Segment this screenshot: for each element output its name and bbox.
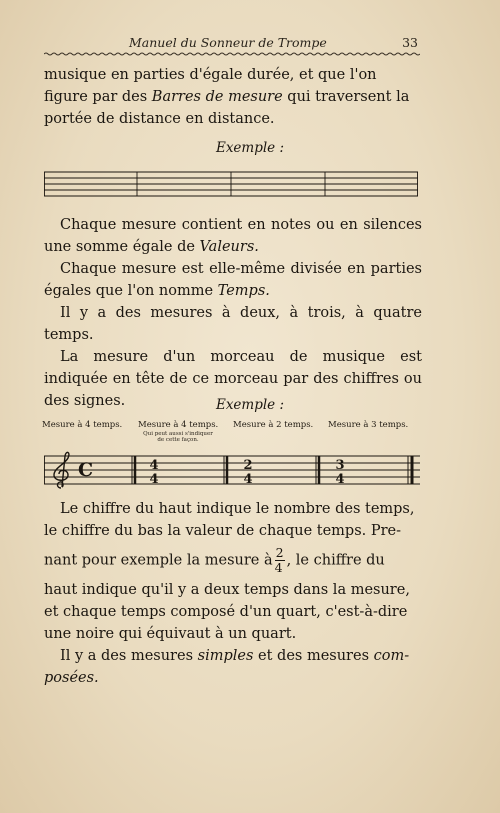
fraction-numerator: 2 <box>275 545 284 560</box>
p1-barres: Barres de mesure <box>151 89 283 105</box>
label-mesure-2: Mesure à 4 temps. <box>138 420 219 430</box>
p2-valeurs: Valeurs. <box>199 239 259 255</box>
p2-text: Chaque mesure contient en notes ou en silences une somme égale de <box>44 217 422 255</box>
ts1-top: 4 <box>149 458 159 473</box>
p6-line5: et chaque temps composé d'un quart, c'est-à-dire <box>44 604 408 620</box>
ts1-bottom: 4 <box>149 472 159 487</box>
p7-simples: simples <box>197 648 254 664</box>
music-footnote-line2: de cette façon. <box>157 437 199 443</box>
staff-time-signatures <box>44 450 420 490</box>
p3-text: Chaque mesure est elle-même divisée en parties égales que l'on nomme <box>44 261 422 299</box>
p7-posees: posées. <box>44 670 99 686</box>
music-footnote-line1: Qui peut aussi s'indiquer <box>143 431 213 437</box>
label-mesure-4: Mesure à 3 temps. <box>328 420 409 430</box>
p7-text-b: et des mesures <box>253 648 374 664</box>
p4-text: Il y a des mesures à deux, à trois, à quatre temps. <box>44 305 422 343</box>
fraction-denominator: 4 <box>274 560 283 575</box>
common-time-symbol: C <box>78 459 94 481</box>
example-label-1: Exemple : <box>215 140 285 156</box>
ts3-bottom: 4 <box>335 472 345 487</box>
p6-line3b: , le chiffre du <box>286 552 385 569</box>
ts2-top: 2 <box>243 458 253 473</box>
p6-line3a: nant pour exemple la mesure à <box>44 552 273 569</box>
example-label-2: Exemple : <box>215 397 285 413</box>
p1-line1: musique en parties d'égale durée, et que l'on <box>44 67 377 83</box>
page-number: 33 <box>402 35 418 50</box>
header-rule <box>44 52 420 56</box>
p1-line2a: figure par des <box>44 89 152 105</box>
paragraph-1 <box>44 64 422 130</box>
p1-line3: portée de distance en distance. <box>44 111 275 127</box>
paragraph-2 <box>44 214 422 412</box>
ts2-bottom: 4 <box>243 472 253 487</box>
p3-temps: Temps. <box>217 283 270 299</box>
p7-com: com- <box>373 648 410 664</box>
p6-line1: Le chiffre du haut indique le nombre des temps, <box>60 501 415 517</box>
fraction-two-quarters <box>275 546 285 575</box>
label-mesure-1: Mesure à 4 temps. <box>42 420 123 430</box>
music-footnote <box>138 431 218 443</box>
p6-line6: une noire qui équivaut à un quart. <box>44 626 297 642</box>
p7-text-a: Il y a des mesures <box>60 648 198 664</box>
p1-line2b: qui traversent la <box>282 89 410 105</box>
label-mesure-3: Mesure à 2 temps. <box>233 420 314 430</box>
p5-text: La mesure d'un morceau de musique est indiquée en tête de ce morceau par des chiffres ou des signes. <box>44 349 422 409</box>
staff-with-barlines <box>44 169 418 199</box>
running-title: Manuel du Sonneur de Trompe <box>129 35 327 50</box>
p6-line2: le chiffre du bas la valeur de chaque temps. Pre- <box>44 523 402 539</box>
p6-line4: haut indique qu'il y a deux temps dans la mesure, <box>44 582 410 598</box>
running-header <box>44 32 420 50</box>
ts3-top: 3 <box>335 458 345 473</box>
paragraph-6 <box>44 498 422 689</box>
